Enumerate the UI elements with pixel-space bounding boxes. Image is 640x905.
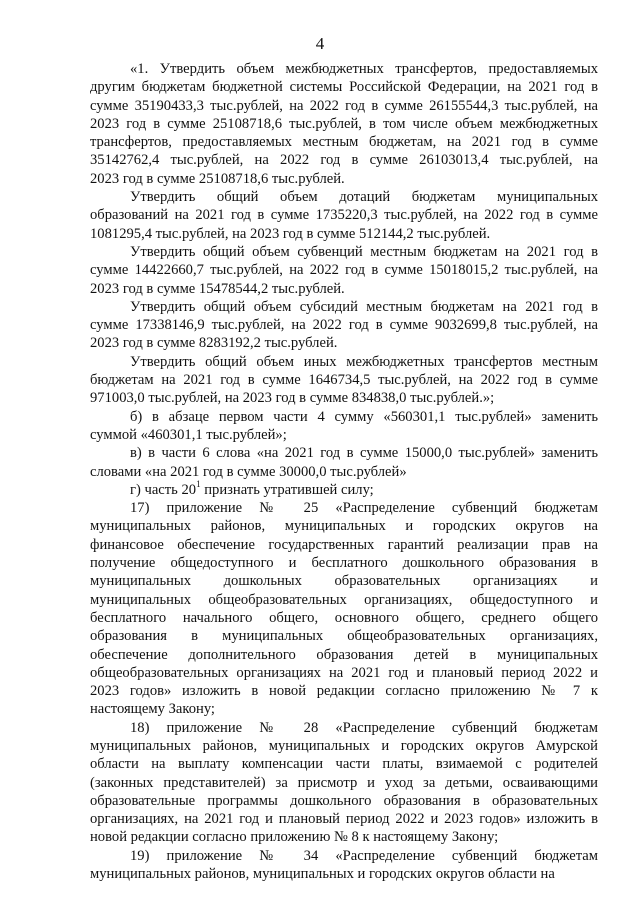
paragraph — [90, 298, 598, 353]
text-line: Утвердить общий объем иных межбюджетных трансфертов местным — [130, 353, 598, 370]
text-line: 18) приложение № 28 «Распределение субвенций бюджетам — [130, 719, 598, 736]
paragraph — [90, 188, 598, 243]
text-line: Утвердить общий объем субвенций местным бюджетам на 2021 год в — [130, 243, 598, 260]
page-number: 4 — [315, 34, 325, 53]
text-line: в) в части 6 слова «на 2021 год в сумме 15000,0 тыс.рублей» заменить — [130, 445, 598, 462]
text-line: 2023 год в сумме 8283192,2 тыс.рублей. — [90, 335, 338, 352]
text-line: настоящему Закону; — [90, 701, 215, 718]
paragraph — [90, 353, 598, 408]
text-line: новой редакции согласно приложению № 8 к настоящему Закону; — [90, 829, 499, 846]
text-line: сумме 35190433,3 тыс.рублей, на 2022 год в сумме 26155544,3 тыс.рублей, на — [90, 97, 598, 114]
text-line: 2023 год в сумме 25108718,6 тыс.рублей. — [90, 170, 345, 187]
paragraph — [90, 499, 598, 719]
text-line: 19) приложение № 34 «Распределение субвенций бюджетам — [130, 847, 598, 864]
text-line: словами «на 2021 год в сумме 30000,0 тыс.рублей» — [90, 463, 407, 480]
text-line: образований на 2021 год в сумме 1735220,3 тыс.рублей, на 2022 год в сумме — [90, 207, 598, 224]
text-line: сумме 14422660,7 тыс.рублей, на 2022 год в сумме 15018015,2 тыс.рублей, на — [90, 262, 598, 279]
text-line: обеспечение дополнительного образования детей в муниципальных — [90, 646, 598, 663]
text-line: 971003,0 тыс.рублей, на 2023 год в сумме 834838,0 тыс.рублей.»; — [90, 390, 495, 407]
paragraph — [90, 243, 598, 298]
text-line: муниципальных районов, муниципальных и городских округов на — [90, 518, 598, 535]
text-line: образовательные программы дошкольного образования в образовательных — [90, 792, 598, 809]
text-line: муниципальных районов, муниципальных и городских округов Амурской — [90, 737, 598, 754]
text-line: (законных представителей) за присмотр и уход за детьми, осваивающими — [90, 774, 598, 791]
text-line: общеобразовательных организациях на 2021 год и плановый период 2022 и — [90, 664, 598, 681]
text-line — [90, 478, 598, 499]
text-line: бесплатного начального общего, основного общего, среднего общего — [90, 609, 598, 626]
text-line: Утвердить общий объем субсидий местным бюджетам на 2021 год в — [130, 298, 598, 315]
text-line: 2023 год в сумме 15478544,2 тыс.рублей. — [90, 280, 345, 297]
text-line: муниципальных дошкольных образовательных организациях и — [90, 573, 598, 590]
text-line: муниципальных районов, муниципальных и городских округов области на — [90, 866, 555, 883]
text-line: области на выплату компенсации части платы, взимаемой с родителей — [90, 756, 598, 773]
text-fragment: признать утратившей силу; — [200, 481, 374, 498]
document-body — [90, 60, 598, 883]
superscript: 1 — [196, 478, 201, 489]
text-line: 2023 годов» изложить в новой редакции согласно приложению № 7 к — [90, 683, 598, 700]
paragraph — [90, 408, 598, 445]
text-line: образования в муниципальных общеобразовательных организациях, — [90, 628, 598, 645]
text-line: бюджетам на 2021 год в сумме 1646734,5 тыс.рублей, на 2022 год в сумме — [90, 372, 598, 389]
text-line: 35142762,4 тыс.рублей, на 2022 год в сумме 26103013,4 тыс.рублей, на — [90, 152, 598, 169]
text-line: другим бюджетам бюджетной системы Российской Федерации, на 2021 год в — [90, 79, 598, 96]
paragraph — [90, 444, 598, 481]
text-line: б) в абзаце первом части 4 сумму «560301,1 тыс.рублей» заменить — [130, 408, 598, 425]
text-line: организациях, на 2021 год и плановый период 2022 и 2023 годов» изложить в — [90, 811, 598, 828]
text-line: суммой «460301,1 тыс.рублей»; — [90, 426, 287, 443]
paragraph — [90, 847, 598, 884]
text-fragment: г) часть 20 — [130, 481, 197, 498]
text-line: трансфертов, предоставляемых местным бюджетам, на 2021 год в сумме — [90, 134, 598, 151]
text-line: получение общедоступного и бесплатного дошкольного образования в — [90, 555, 598, 572]
text-line: «1. Утвердить объем межбюджетных трансфертов, предоставляемых — [130, 61, 598, 77]
text-line: финансовое обеспечение государственных гарантий реализации прав на — [90, 536, 598, 553]
text-line: 2023 год в сумме 25108718,6 тыс.рублей, в том числе объем межбюджетных — [90, 115, 598, 132]
text-line: сумме 17338146,9 тыс.рублей, на 2022 год в сумме 9032699,8 тыс.рублей, на — [90, 317, 598, 334]
paragraph — [90, 719, 598, 847]
text-line: муниципальных общеобразовательных организациях, общедоступного и — [90, 591, 598, 608]
text-line: 1081295,4 тыс.рублей, на 2023 год в сумме 512144,2 тыс.рублей. — [90, 225, 491, 242]
text-line: Утвердить общий объем дотаций бюджетам муниципальных — [130, 189, 598, 206]
text-line: 17) приложение № 25 «Распределение субвенций бюджетам — [130, 500, 598, 517]
paragraph — [90, 478, 598, 499]
paragraph — [90, 60, 598, 188]
